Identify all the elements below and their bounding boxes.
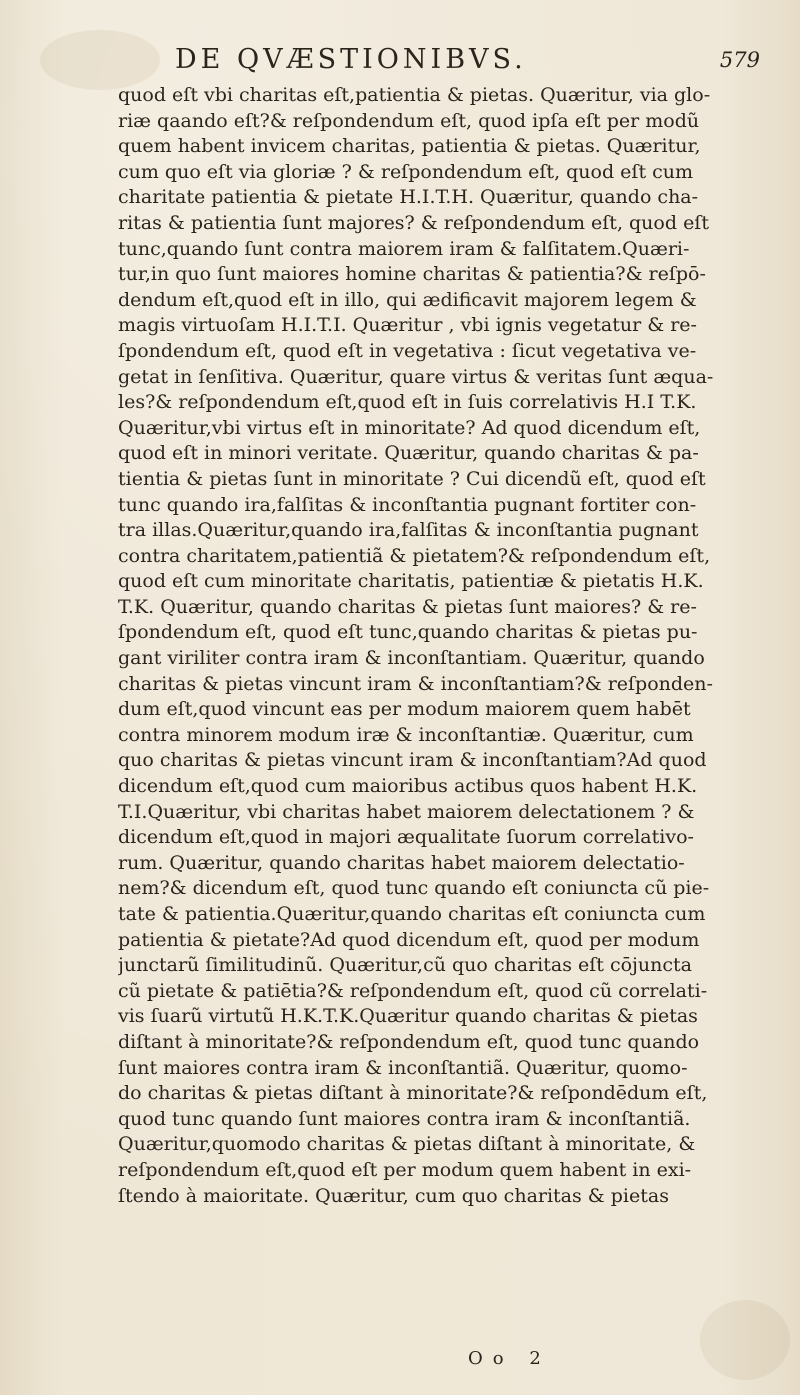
text-line: tientia & pietas ſunt in minoritate ? Cui dicendũ eſt, quod eſt: [118, 467, 706, 490]
page-header: [0, 44, 800, 84]
text-line: nem?& dicendum eſt, quod tunc quando eſt coniuncta cũ pie-: [118, 877, 710, 900]
text-line: diſtant à minoritate?& reſpondendum eſt, quod tunc quando: [118, 1030, 700, 1053]
text-line: reſpondendum eſt,quod eſt per modum quem habent in exi-: [118, 1158, 692, 1181]
text-line: quem habent invicem charitas, patientia & pietas. Quæritur,: [118, 135, 701, 158]
text-line: contra minorem modum iræ & inconſtantiæ. Quæritur, cum: [118, 723, 694, 746]
catchword: Oo 2: [468, 1348, 551, 1369]
text-line: magis virtuoſam H.I.T.I. Quæritur , vbi ignis vegetatur & re-: [118, 314, 697, 337]
text-line: cum quo eſt via gloriæ ? & reſpondendum eſt, quod eſt cum: [118, 160, 694, 183]
text-line: les?& reſpondendum eſt,quod eſt in ſuis correlativis H.I T.K.: [118, 391, 697, 414]
text-line: vis ſuarũ virtutũ H.K.T.K.Quæritur quando charitas & pietas: [118, 1005, 698, 1028]
text-line: contra charitatem,patientiã & pietatem?& reſpondendum eſt,: [118, 544, 711, 567]
text-line: ritas & patientia ſunt majores? & reſpondendum eſt, quod eſt: [118, 211, 709, 234]
text-line: quod eſt in minori veritate. Quæritur, quando charitas & pa-: [118, 442, 699, 465]
text-line: cũ pietate & patiētia?& reſpondendum eſt, quod cũ correlati-: [118, 979, 708, 1002]
text-line: dicendum eſt,quod cum maioribus actibus quos habent H.K.: [118, 775, 698, 798]
text-line: tra illas.Quæritur,quando ira,falſitas & inconſtantia pugnant: [118, 519, 699, 542]
text-line: quod eſt cum minoritate charitatis, patientiæ & pietatis H.K.: [118, 570, 704, 593]
text-line: dicendum eſt,quod in majori æqualitate ſuorum correlativo-: [118, 826, 694, 849]
text-line: rum. Quæritur, quando charitas habet maiorem delectatio-: [118, 851, 685, 874]
body-text: [118, 83, 798, 1209]
text-line: tunc quando ira,falſitas & inconſtantia pugnant fortiter con-: [118, 493, 697, 516]
page-number: 579: [719, 48, 760, 72]
text-line: do charitas & pietas diſtant à minoritate?& reſpondēdum eſt,: [118, 1082, 708, 1105]
running-head: DE QVÆSTIONIBVS.: [175, 44, 527, 75]
text-line: ſpondendum eſt, quod eſt in vegetativa : ſicut vegetativa ve-: [118, 339, 697, 362]
text-line: charitas & pietas vincunt iram & inconſtantiam?& reſponden-: [118, 672, 713, 695]
text-line: junctarũ ſimilitudinũ. Quæritur,cũ quo charitas eſt cōjuncta: [118, 954, 692, 977]
text-line: ſpondendum eſt, quod eſt tunc,quando charitas & pietas pu-: [118, 621, 698, 644]
paper-stain: [700, 1300, 790, 1380]
text-line: quo charitas & pietas vincunt iram & inconſtantiam?Ad quod: [118, 749, 707, 772]
text-line: quod eſt vbi charitas eſt,patientia & pietas. Quæritur, via glo-: [118, 84, 711, 106]
text-line: Quæritur,vbi virtus eſt in minoritate? Ad quod dicendum eſt,: [118, 416, 701, 439]
text-line: ſunt maiores contra iram & inconſtantiã. Quæritur, quomo-: [118, 1056, 688, 1079]
text-line: T.K. Quæritur, quando charitas & pietas ſunt maiores? & re-: [118, 595, 697, 618]
text-line: tur,in quo ſunt maiores homine charitas & patientia?& reſpō-: [118, 263, 706, 286]
text-line: patientia & pietate?Ad quod dicendum eſt, quod per modum: [118, 928, 700, 951]
text-line: T.I.Quæritur, vbi charitas habet maiorem delectationem ? &: [118, 800, 695, 823]
text-line: ſtendo à maioritate. Quæritur, cum quo charitas & pietas: [118, 1184, 669, 1207]
text-line: getat in ſenſitiva. Quæritur, quare virtus & veritas ſunt æqua-: [118, 365, 714, 388]
text-line: Quæritur,quomodo charitas & pietas diſtant à minoritate, &: [118, 1133, 696, 1156]
text-line: tate & patientia.Quæritur,quando charitas eſt coniuncta cum: [118, 903, 706, 925]
text-line: gant viriliter contra iram & inconſtantiam. Quæritur, quando: [118, 647, 705, 670]
text-line: dendum eſt,quod eſt in illo, qui ædificavit majorem legem &: [118, 288, 697, 311]
text-line: charitate patientia & pietate H.I.T.H. Quæritur, quando cha-: [118, 186, 699, 209]
text-line: dum eſt,quod vincunt eas per modum maiorem quem habēt: [118, 698, 691, 721]
text-line: quod tunc quando ſunt maiores contra iram & inconſtantiã.: [118, 1107, 691, 1130]
text-line: riæ qaando eſt?& reſpondendum eſt, quod ipſa eſt per modũ: [118, 109, 700, 132]
text-line: tunc,quando ſunt contra maiorem iram & falſitatem.Quæri-: [118, 237, 690, 260]
